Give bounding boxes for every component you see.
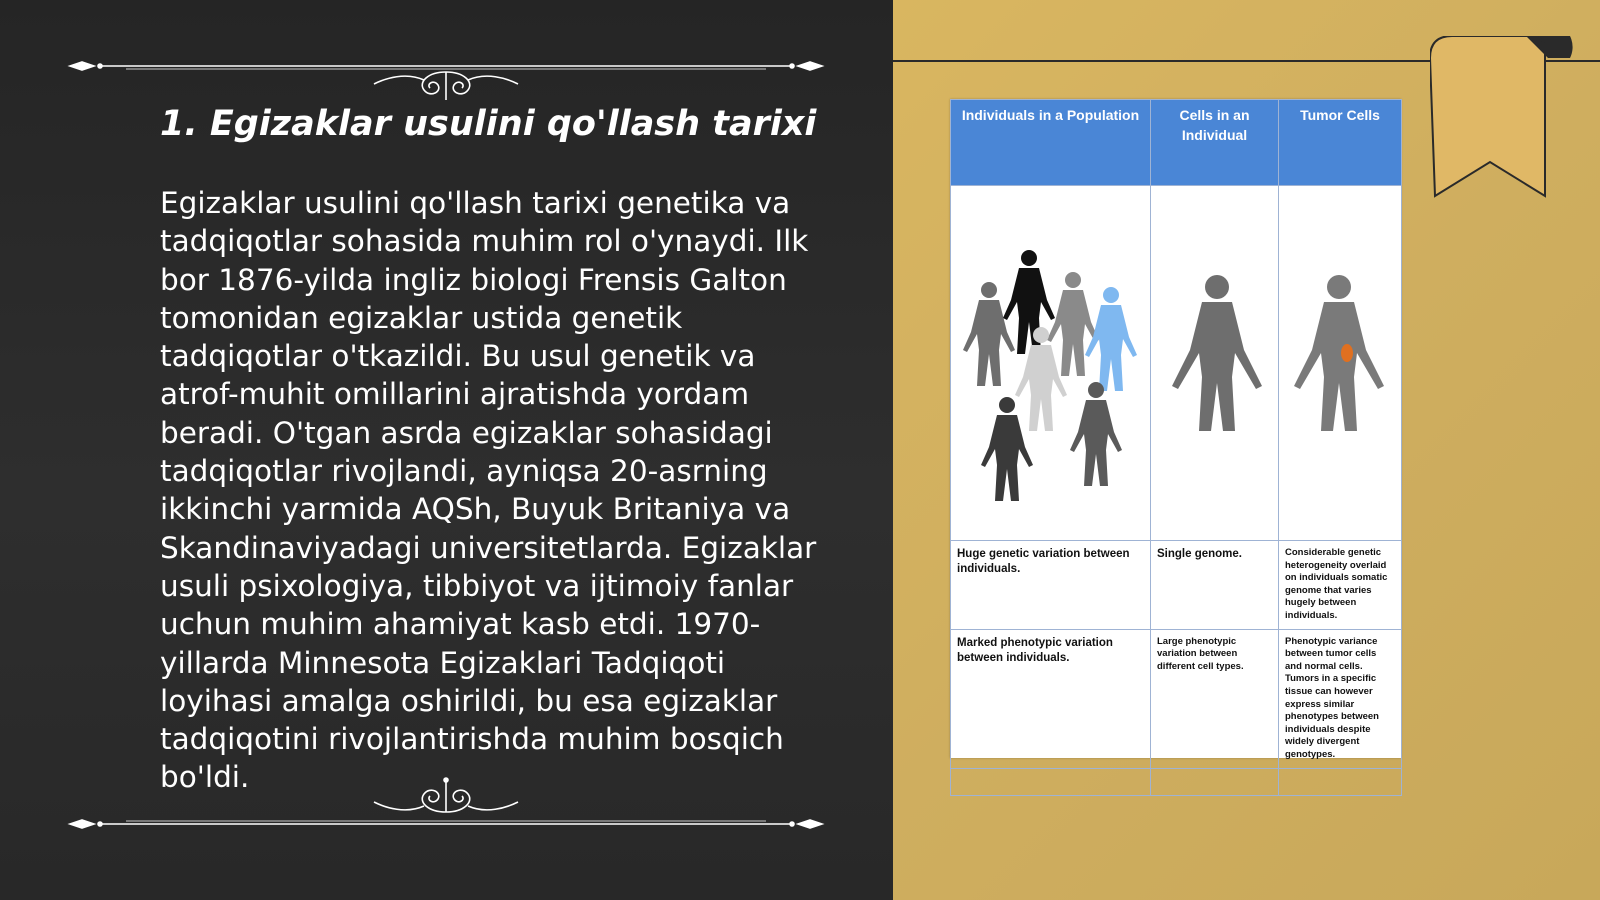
phenotype-variation-individuals: Marked phenotypic variation between individuals. xyxy=(957,636,1113,664)
individual-image xyxy=(1151,186,1279,541)
individual-figure-icon xyxy=(1151,186,1279,540)
genetic-variation-individuals: Huge genetic variation between individuals. xyxy=(957,548,1130,575)
tumor-image xyxy=(1279,186,1402,541)
population-figure xyxy=(950,99,1401,758)
slide-body-text: Egizaklar usulini qo'llash tarixi genetika va tadqiqotlar sohasida muhim rol o'ynaydi. Ilk bor 1876-yilda ingliz biologi Frensis Galton tomonidan egizaklar ustida genetik tadqiqotlar o'tkazildi. Bu usul genetik va atrof-muhit omillarini ajratishda yordam beradi. O'tgan asrda egizaklar sohasidagi tadqiqotlar rivojlandi, ayniqsa 20-asrning ikkinchi yarmida AQSh, Buyuk Britaniya va Skandinaviyadagi universitetlarda. Egizaklar usuli psixologiya, tibbiyot va ijtimoiy fanlar uchun muhim ahamiyat kasb etdi. 1970-yillarda Minnesota Egizaklari Tadqiqoti loyihasi amalga oshirildi, bu esa egizaklar tadqiqotini rivojlantirishda muhim bosqich bo'ldi. xyxy=(160,186,817,795)
header-cells: Cells in an Individual xyxy=(1151,100,1279,186)
genetic-variation-cells: Single genome. xyxy=(1157,548,1242,560)
bookmark-ribbon-icon xyxy=(1430,36,1590,206)
phenotype-variation-cells: Large phenotypic variation between different cell types. xyxy=(1157,635,1244,672)
slide-title: 1. Egizaklar usulini qo'llash tarixi xyxy=(160,104,817,144)
population-image xyxy=(951,186,1151,541)
tumor-figure-icon xyxy=(1279,186,1402,540)
header-individuals: Individuals in a Population xyxy=(951,100,1151,186)
top-ornament-icon xyxy=(66,42,826,102)
figure-table xyxy=(950,99,1402,796)
tumor-spot-icon xyxy=(1341,344,1353,362)
genetic-variation-tumor: Considerable genetic heterogeneity overlaid on individuals somatic genome that varies hugely between individuals. xyxy=(1285,547,1388,621)
phenotype-variation-tumor: Phenotypic variance between tumor cells and normal cells. Tumors in a specific tissue can however express similar phenotypes between individuals despite widely divergent genotypes. xyxy=(1285,635,1379,760)
bottom-ornament-icon xyxy=(66,772,826,832)
population-figures-icon xyxy=(951,186,1151,540)
header-tumor: Tumor Cells xyxy=(1279,100,1402,186)
